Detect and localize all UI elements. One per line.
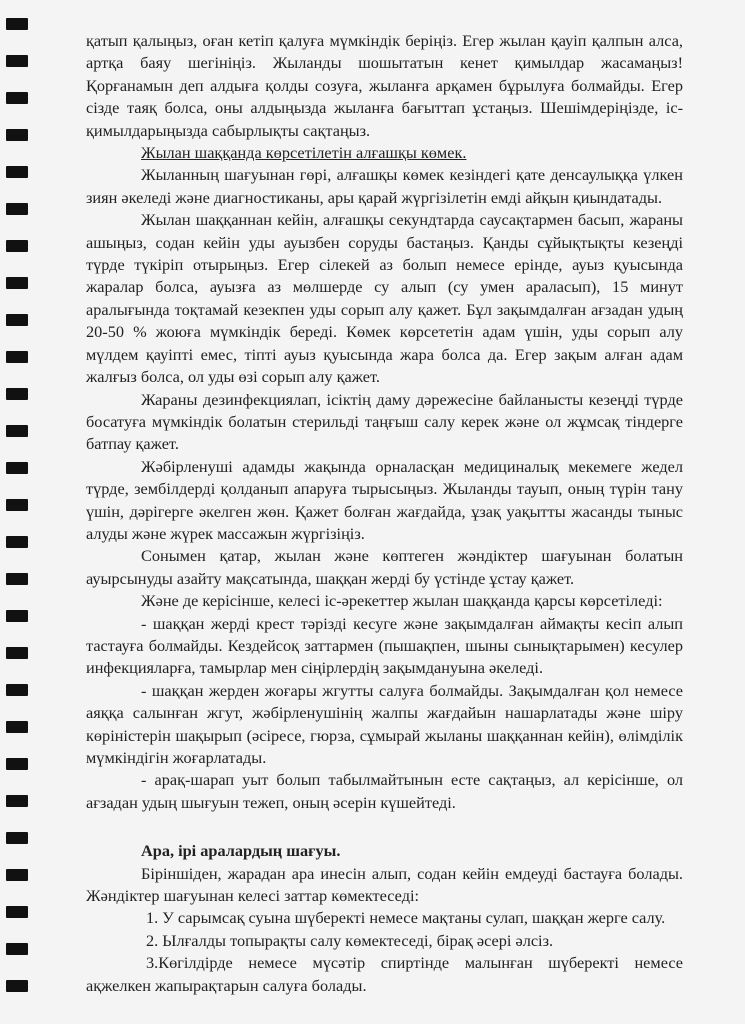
paragraph-2: Жылан шаққаннан кейін, алғашқы секундтарда саусақтармен басып, жараны ашыңыз, содан кейін уды ауызбен соруды бастаңыз. Қанды сұйықтықты кезеңді түрде түкіріп отырыңыз. Егер сілекей аз болып немесе ерінде, ауыз қуысында жаралар болса, ауызға аз мөлшерде су алып (су умен араласып), 15 минут аралығында тоқтамай кезекпен уды сорып алу қажет. Бұл зақымдалған ағзадан удың 20-50 % жоюға мүмкіндік береді. Көмек көрсететін адам үшін, уды сорып алу мүлдем қауіпті емес, тіпті ауыз қуысында жара болса да. Егер зақым алған адам жалғыз болса, ол уды өзі сорып алу қажет. bbox=[86, 210, 683, 387]
paragraph-3: Жараны дезинфекциялап, ісіктің даму дәрежесіне байланысты кезеңді түрде босатуға мүмкіндік болатын стерильді таңғыш салу керек және ол жұмсақ тіндерге батпау қажет. bbox=[86, 389, 683, 454]
intro-paragraph: қатып қалыңыз, оған кетіп қалуға мүмкіндік беріңіз. Егер жылан қауіп қалпын алса, артқа баяу шегініңіз. Жыланды шошытатын кенет қимылдар жасамаңыз! Қорғанамын деп алдыға қолды созуға, жыланға арқамен бұрылуға болмайды. Егер сізде таяқ болса, оны алдыңызда жыланға бағыттап ұстаңыз. Шешімдеріңізде, іс-қимылдарыңызда сабырлықты сақтаңыз. bbox=[86, 31, 683, 140]
paragraph-4: Жәбірленуші адамды жақында орналасқан медициналық мекемеге жедел түрде, зембілдерді қолданып апаруға тырысыңыз. Жыланды тауып, оның түрін тану үшін, дәрігерге әкелген жөн. Қажет болған жағдайда, ұзақ уақытты жасанды тыныс алуды және жүрек массажын жүргізіңіз. bbox=[86, 456, 683, 543]
document-page bbox=[86, 30, 683, 997]
list-item-3: - арақ-шарап уыт болып табылмайтынын есте сақтаңыз, ал керісінше, ол ағзадан удың шығуын тежеп, оның әсерін күшейтеді. bbox=[86, 770, 683, 812]
paragraph-5: Сонымен қатар, жылан және көптеген жәндіктер шағуынан болатын ауырсынуды азайту мақсатында, шаққан жерді бу үстінде ұстау қажет. bbox=[86, 546, 683, 588]
paragraph-1: Жыланның шағуынан гөрі, алғашқы көмек кезіндегі қате денсаулыққа үлкен зиян әкеледі және диагностиканы, ары қарай жүргізілетін емді айқын қиындатады. bbox=[86, 165, 683, 207]
paragraph-6: Және де керісінше, келесі іс-әрекеттер жылан шаққанда қарсы көрсетіледі: bbox=[141, 591, 663, 611]
paragraph-7: Біріншіден, жарадан ара инесін алып, содан кейін емдеуді бастауға болады. Жәндіктер шағуынан келесі заттар көмектеседі: bbox=[86, 863, 683, 906]
numbered-item-3: 3.Көгілдірде немесе мүсәтір спиртінде малынған шүберекті немесе ақжелкен жапырақтарын салуға болады. bbox=[86, 953, 683, 995]
numbered-item-1: 1. У сарымсақ суына шүберекті немесе мақтаны сулап, шаққан жерге салу. bbox=[146, 908, 666, 928]
list-item-1: - шаққан жерді крест тәрізді кесуге және зақымдалған аймақты кесіп алып тастауға болмайды. Кездейсоқ заттармен (пышақпен, шыны сынықтарымен) кесулер инфекцияларға, тамырлар мен сіңірлердің зақымдануына әкеледі. bbox=[86, 613, 683, 678]
section-title-bee-stings: Ара, ірі аралардың шағуы. bbox=[141, 841, 341, 861]
numbered-item-2: 2. Ылғалды топырақты салу көмектеседі, бірақ әсері әлсіз. bbox=[146, 930, 554, 950]
section-title-first-aid: Жылан шаққанда көрсетілетін алғашқы көмек. bbox=[141, 143, 467, 163]
spiral-binding bbox=[6, 18, 30, 1018]
list-item-2: - шаққан жерден жоғары жгутты салуға болмайды. Зақымдалған қол немесе аяққа салынған жгут, жәбірленушінің жалпы жағдайын нашарлатады және шіру көріністерін шақырып (әсіресе, гюрза, сұмырай жыланы шаққаннан кейін), өлімділік мүмкіндігін жоғарлатады. bbox=[86, 680, 683, 767]
